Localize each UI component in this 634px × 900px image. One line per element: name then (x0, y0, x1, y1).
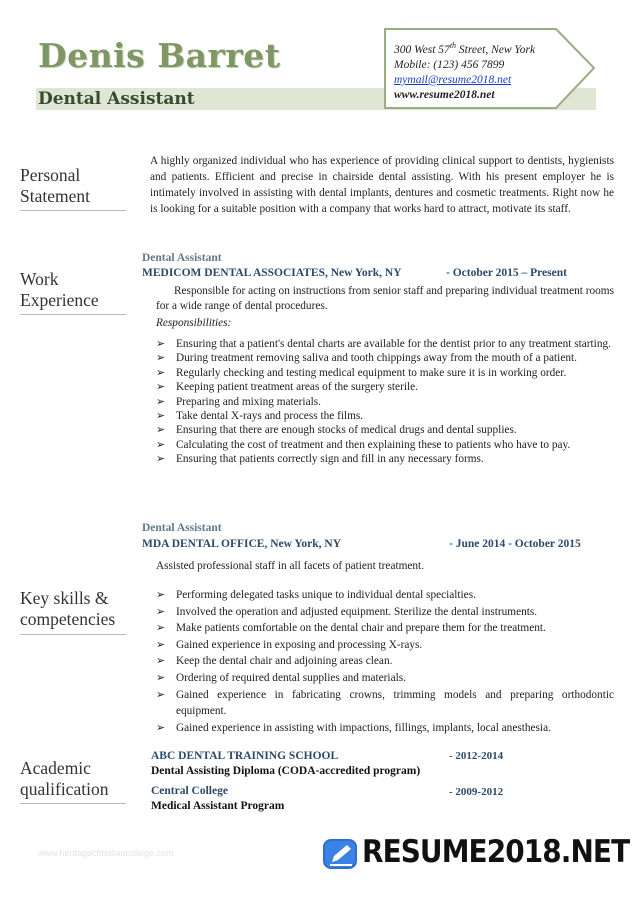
list-item: ➢ Ensuring that a patient's dental charts are available for the dentist prior to any treatment starting. (156, 337, 614, 351)
job1-responsibilities-label: Responsibilities: (156, 317, 232, 329)
edu1-school: ABC DENTAL TRAINING SCHOOL (151, 750, 339, 762)
personal-statement-text: A highly organized individual who has experience of providing clinical support to dentists, hygienists and patients. Efficient and precise in chairside dental assisting. With his present employer he is intimately involved in assisting with dental implants, dentures and cosmetic treatments. Right now he is looking for a suitable position with a company that works hard to attract, motivate its staff. (150, 155, 614, 215)
list-item: ➢ Performing delegated tasks unique to individual dental specialties. (156, 587, 614, 604)
candidate-name: Denis Barret (38, 36, 281, 75)
contact-email-link[interactable]: mymail@resume2018.net (394, 73, 512, 86)
section-label-work: Work Experience (20, 269, 99, 310)
contact-block (394, 38, 535, 103)
list-item: ➢ Ensuring that there are enough stocks of medical drugs and dental supplies. (156, 423, 614, 437)
section-divider (20, 314, 126, 315)
section-divider (20, 210, 126, 211)
job1-responsibilities-list (156, 337, 614, 467)
list-item: ➢ Preparing and mixing materials. (156, 395, 614, 409)
job1-company: MEDICOM DENTAL ASSOCIATES, New York, NY (142, 267, 402, 279)
job-title: Dental Assistant (38, 89, 195, 109)
list-item: ➢ Make patients comfortable on the dental chair and prepare them for the treatment. (156, 620, 614, 637)
list-item: ➢ Regularly checking and testing medical equipment to make sure it is in working order. (156, 366, 614, 380)
resume2018-logo[interactable]: RESUME2018.NET (362, 834, 630, 870)
pen-icon (322, 836, 360, 872)
list-item: ➢ Gained experience in assisting with impactions, fillings, implants, local anesthesia. (156, 720, 614, 737)
job1-title: Dental Assistant (142, 252, 222, 264)
job2-summary: Assisted professional staff in all facets of patient treatment. (156, 560, 425, 572)
section-divider (20, 634, 126, 635)
job2-title: Dental Assistant (142, 522, 222, 534)
section-label-academic: Academic qualification (20, 758, 109, 799)
section-label-skills: Key skills & competencies (20, 588, 116, 629)
list-item: ➢ Ensuring that patients correctly sign and fill in any necessary forms. (156, 452, 614, 466)
list-item: ➢ Ordering of required dental supplies and materials. (156, 670, 614, 687)
edu1-dates: - 2012-2014 (449, 750, 504, 762)
job2-dates: - June 2014 - October 2015 (449, 538, 581, 550)
edu2-dates: - 2009-2012 (449, 786, 504, 798)
list-item: ➢ During treatment removing saliva and tooth chippings away from the mouth of a patient. (156, 351, 614, 365)
contact-website[interactable]: www.resume2018.net (394, 88, 495, 101)
list-item: ➢ Keeping patient treatment areas of the surgery sterile. (156, 380, 614, 394)
edu2-degree: Medical Assistant Program (151, 800, 285, 812)
section-divider (20, 803, 126, 804)
job2-company: MDA DENTAL OFFICE, New York, NY (142, 538, 342, 550)
list-item: ➢ Involved the operation and adjusted equipment. Sterilize the dental instruments. (156, 604, 614, 621)
list-item: ➢ Take dental X-rays and process the films. (156, 409, 614, 423)
edu2-school: Central College (151, 785, 228, 797)
contact-mobile: Mobile: (123) 456 7899 (394, 58, 505, 71)
list-item: ➢ Calculating the cost of treatment and then explaining these to patients who have to pay. (156, 438, 614, 452)
edu1-degree: Dental Assisting Diploma (CODA-accredited program) (151, 765, 421, 777)
list-item: ➢ Gained experience in fabricating crowns, trimming models and preparing orthodontic equipment. (156, 687, 614, 720)
job1-summary: Responsible for acting on instructions from senior staff and preparing individual treatment rooms for a wide range of dental procedures. (156, 285, 614, 312)
list-item: ➢ Gained experience in exposing and processing X-rays. (156, 637, 614, 654)
contact-address: 300 West 57th Street, New York (394, 41, 536, 56)
job1-dates: - October 2015 – Present (446, 267, 567, 279)
section-label-personal: Personal Statement (20, 165, 90, 206)
skills-list (156, 587, 614, 736)
list-item: ➢ Keep the dental chair and adjoining areas clean. (156, 653, 614, 670)
watermark-text: www.heritagechristiancollege.com (38, 848, 174, 858)
